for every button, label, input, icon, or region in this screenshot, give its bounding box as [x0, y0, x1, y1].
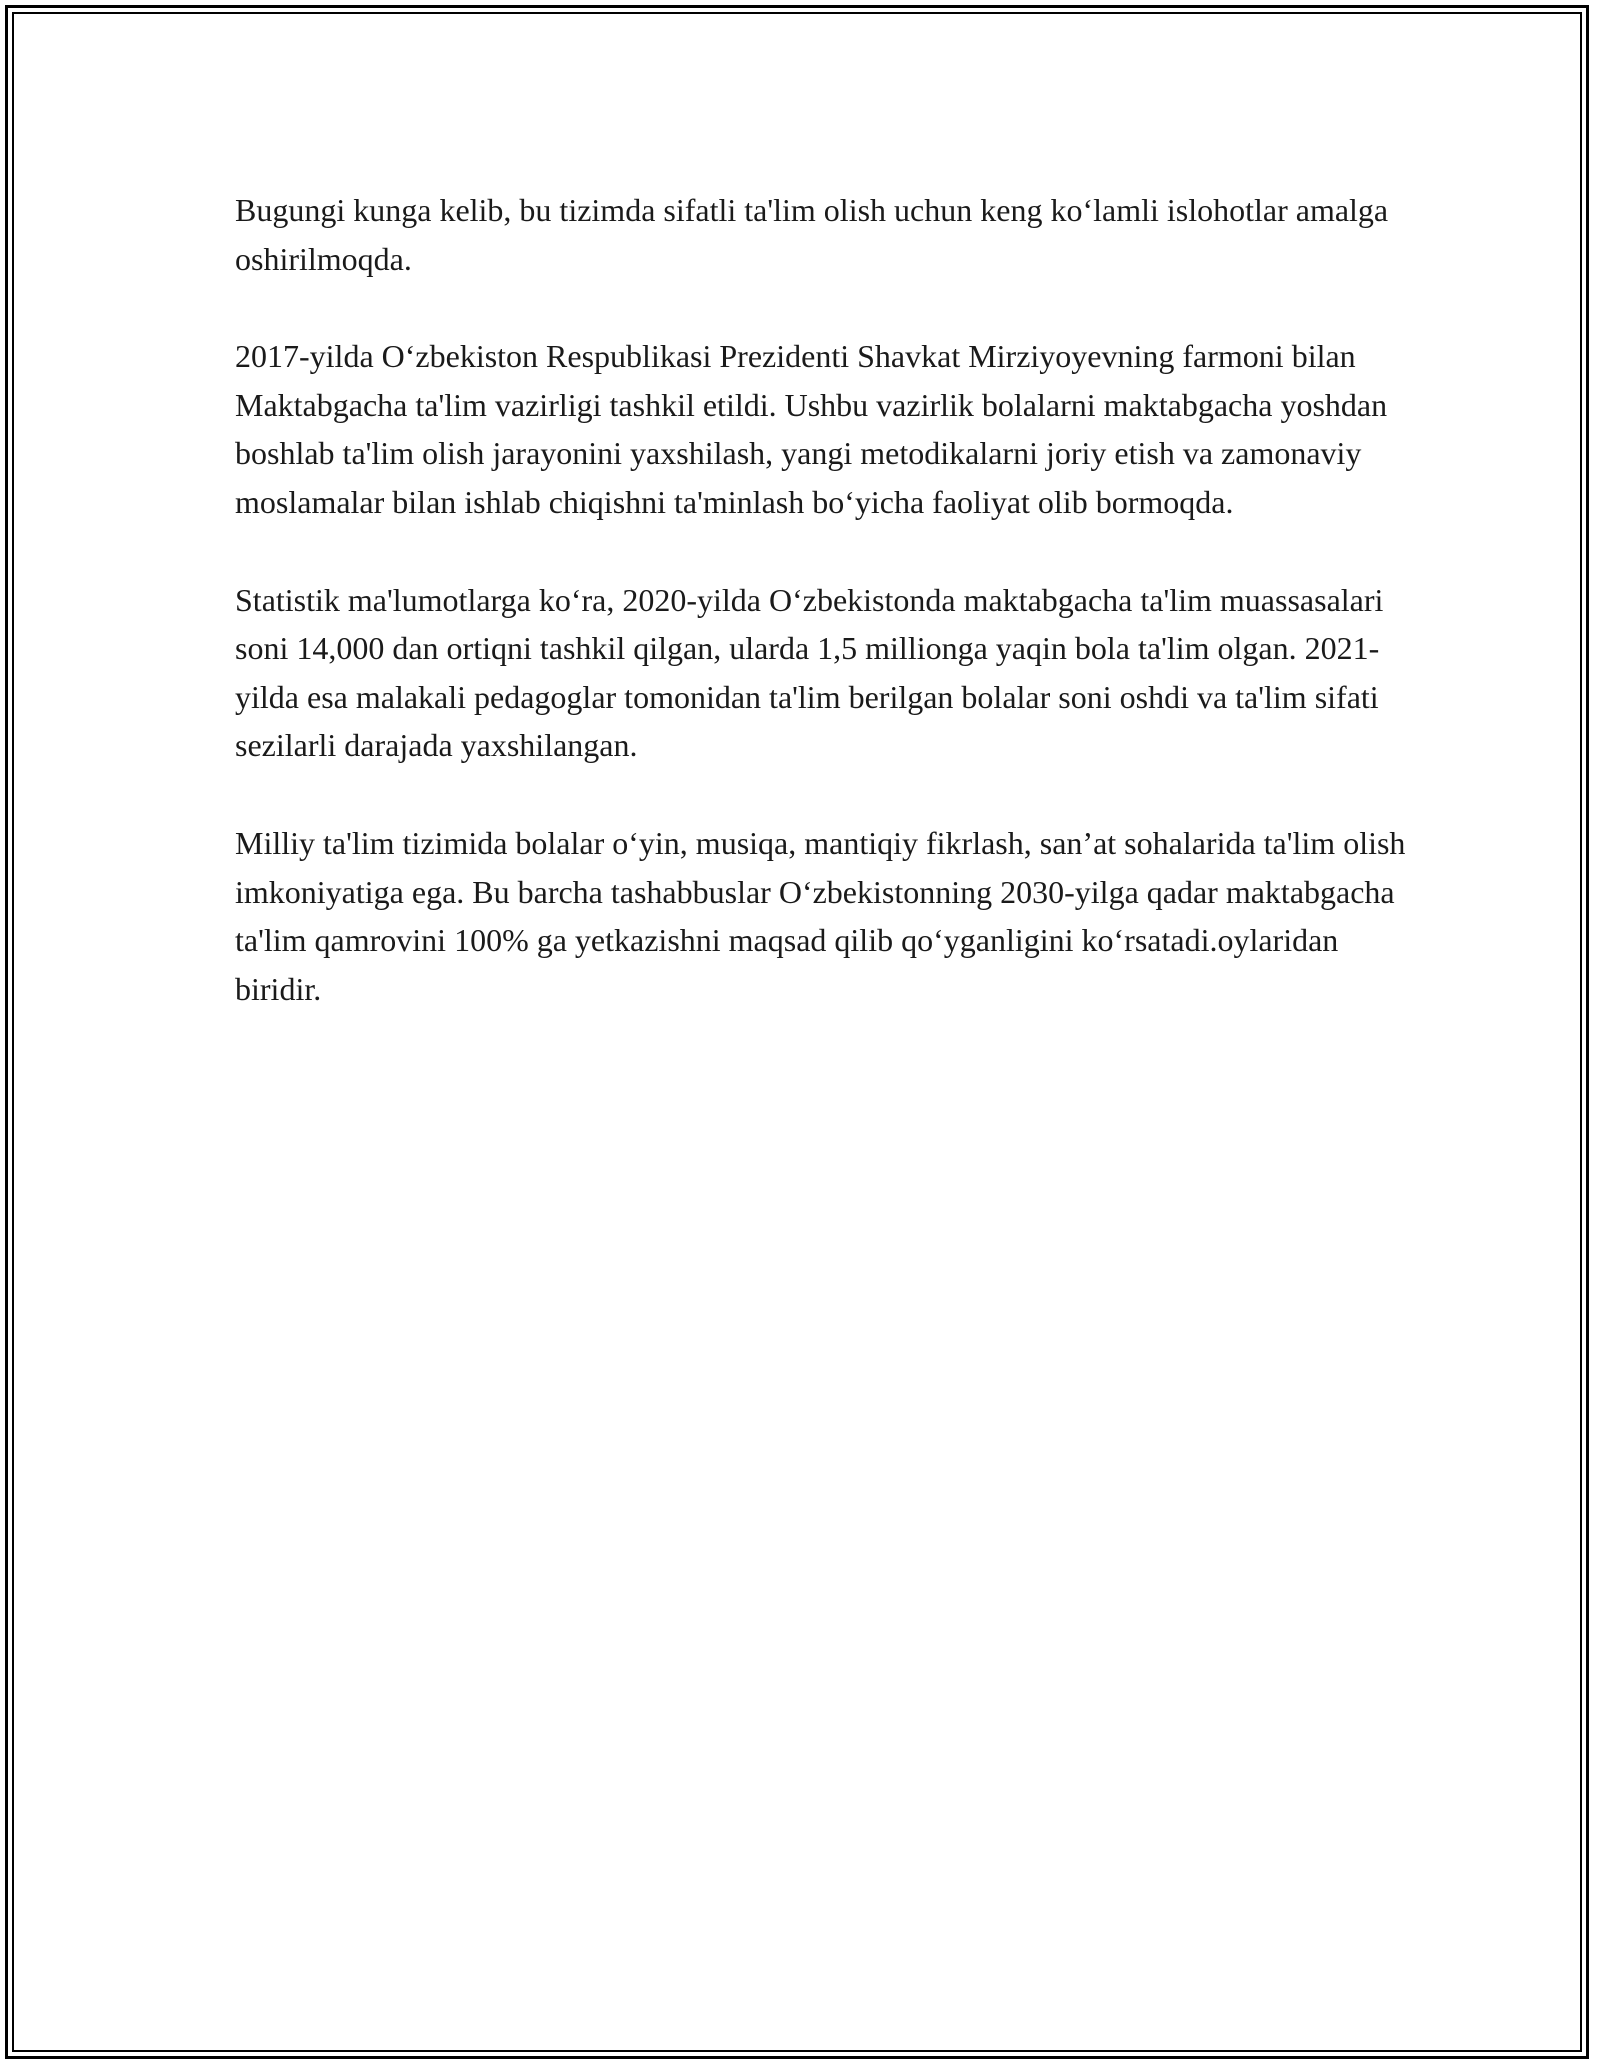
paragraph-1: Bugungi kunga kelib, bu tizimda sifatli ta'lim olish uchun keng koʻlamli islohotlar amalga oshirilmoqda.	[235, 192, 1389, 277]
paragraph-3: Statistik ma'lumotlarga koʻra, 2020-yilda Oʻzbekistonda maktabgacha ta'lim muassasalari soni 14,000 dan ortiqni tashkil qilgan, ularda 1,5 millionga yaqin bola ta'lim olgan. 2021-yilda esa malakali pedagoglar tomonidan ta'lim berilgan bolalar soni oshdi va ta'lim sifati sezilarli darajada yaxshilangan.	[235, 581, 1384, 764]
paragraph-4: Milliy ta'lim tizimida bolalar oʻyin, musiqa, mantiqiy fikrlash, san’at sohalarida ta'lim olish imkoniyatiga ega. Bu barcha tashabbuslar Oʻzbekistonning 2030-yilga qadar maktabgacha ta'lim qamrovini 100% ga yetkazishni maqsad qilib qoʻyganligini koʻrsatadi.oylaridan biridir.	[235, 824, 1406, 1007]
document-body	[235, 186, 1415, 1062]
paragraph-2: 2017-yilda Oʻzbekiston Respublikasi Prezidenti Shavkat Mirziyoyevning farmoni bilan Maktabgacha ta'lim vazirligi tashkil etildi. Ushbu vazirlik bolalarni maktabgacha yoshdan boshlab ta'lim olish jarayonini yaxshilash, yangi metodikalarni joriy etish va zamonaviy moslamalar bilan ishlab chiqishni ta'minlash boʻyicha faoliyat olib bormoqda.	[235, 338, 1388, 520]
